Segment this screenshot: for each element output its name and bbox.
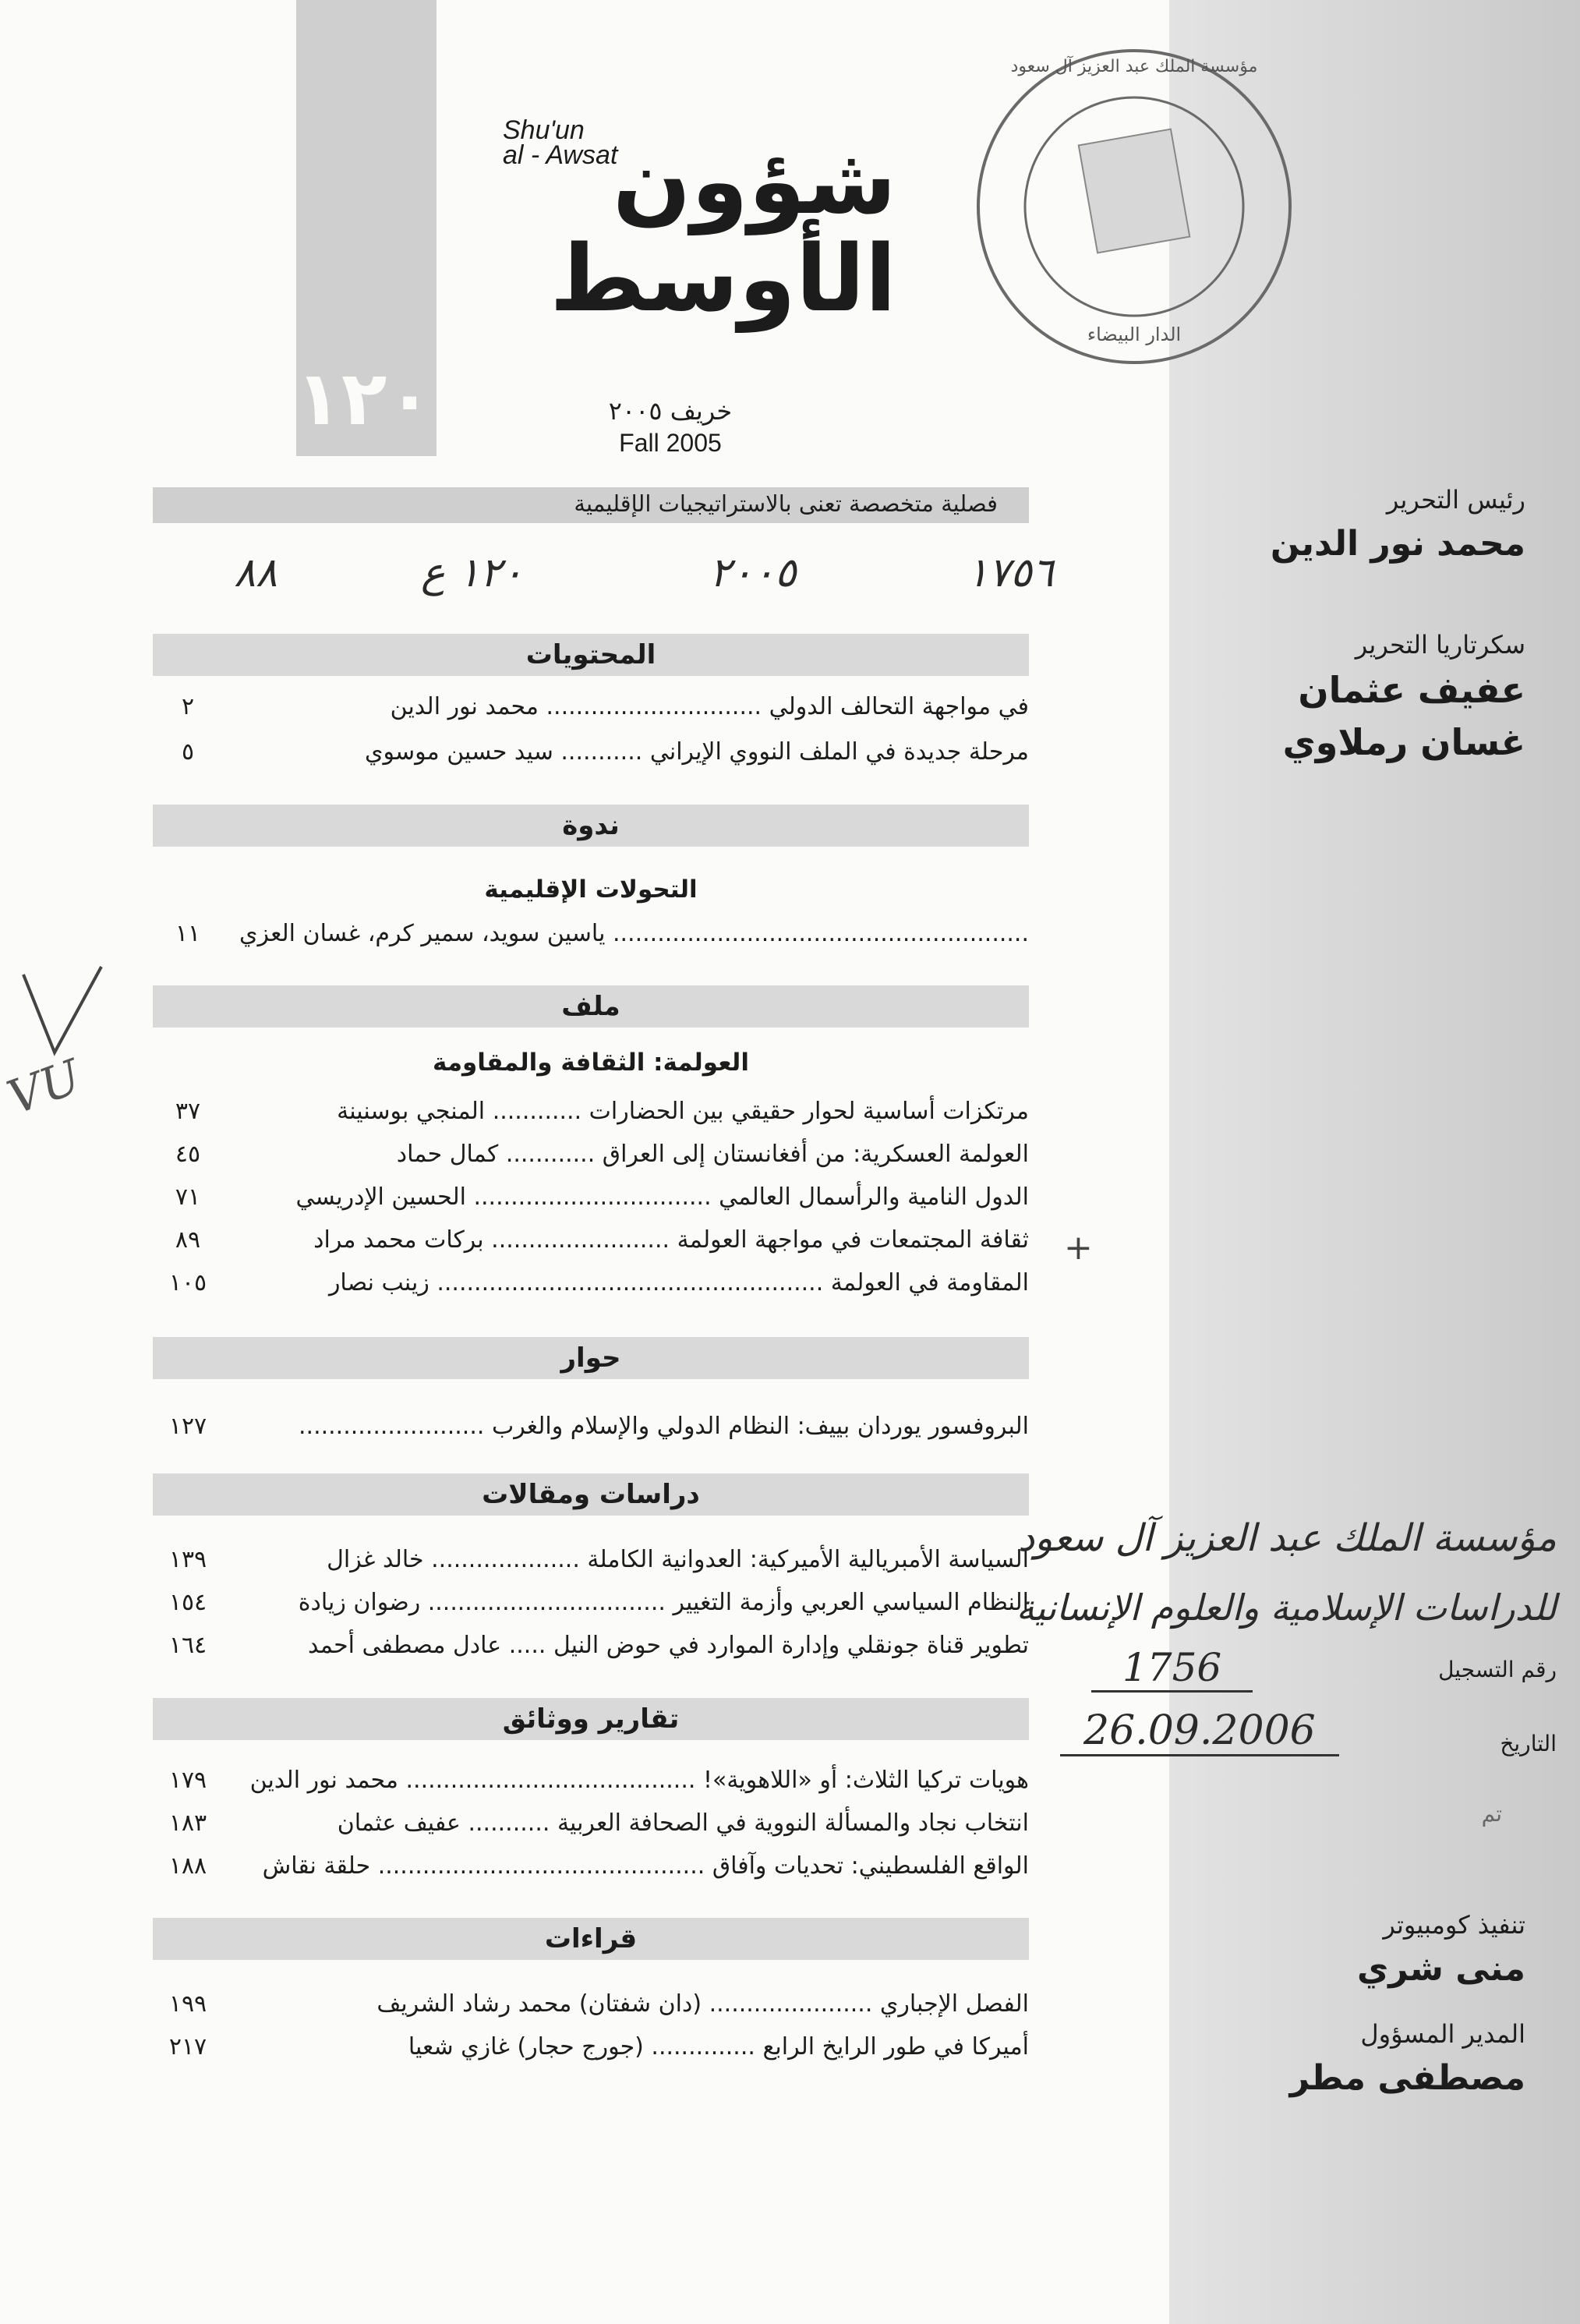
section-heading-readings: قراءات [153,1918,1029,1960]
toc-row[interactable] [153,1625,1029,1666]
section-subheading: التحولات الإقليمية [484,875,698,904]
toc-row[interactable] [153,732,1029,773]
toc-page: ٤٥ [175,1141,201,1168]
manager-label: المدير المسؤول [1360,2019,1525,2049]
issue-number: ١٢٠ [295,355,433,442]
toc-title: السياسة الأمبريالية الأميركية: العدوانية الكاملة .................... خالد غزال [327,1546,1029,1573]
pen-mark-icon [16,959,109,1068]
toc-page: ١١ [175,920,201,947]
toc-page: ١٩٩ [168,1990,207,2018]
toc-row[interactable] [153,1803,1029,1844]
secretariat-name-2: غسان رملاوي [1282,721,1525,763]
hand-note-1: ٨٨ [234,550,277,596]
tagline-bar [153,487,1029,523]
toc-title: انتخاب نجاد والمسألة النووية في الصحافة العربية ........... عفيف عثمان [337,1809,1029,1837]
section-heading-interview: حوار [153,1337,1029,1379]
editor-label: رئيس التحرير [1386,485,1525,515]
stamp-outer-text: مؤسسة الملك عبد العزيز آل سعود [1010,57,1258,76]
plus-mark-icon: + [1064,1228,1093,1268]
toc-page: ٥ [181,738,195,766]
reg-label: رقم التسجيل [1438,1657,1557,1682]
toc-row[interactable] [153,914,1029,954]
section-subheading: العولمة: الثقافة والمقاومة [433,1049,749,1077]
toc-title: البروفسور يوردان بييف: النظام الدولي والإسلام والغرب ......................... [299,1413,1029,1440]
toc-page: ٢ [181,693,195,720]
toc-title: ثقافة المجتمعات في مواجهة العولمة ........................ بركات محمد مراد [313,1226,1029,1254]
stamp-label: تم [1481,1801,1502,1827]
toc-page: ٢١٧ [168,2033,207,2060]
toc-title: أميركا في طور الرايخ الرابع .............. (جورج حجار) غازي شعيا [408,2033,1029,2060]
toc-row[interactable] [153,1177,1029,1218]
hand-note-2: ١٢٠ ع [421,550,524,596]
toc-row[interactable] [153,1984,1029,2025]
toc-row[interactable] [153,1091,1029,1132]
toc-title: مرتكزات أساسية لحوار حقيقي بين الحضارات ............ المنجي بوسنينة [337,1098,1029,1125]
computer-label: تنفيذ كومبيوتر [1383,1910,1525,1940]
toc-page: ١٧٩ [168,1767,207,1794]
section-heading-reports: تقارير ووثائق [153,1698,1029,1740]
toc-page: ١٠٥ [168,1269,207,1296]
date-value: 26.09.2006 [1060,1707,1339,1756]
library-stamp-line2: للدراسات الإسلامية والعلوم الإنسانية [1016,1586,1557,1629]
toc-page: ١٢٧ [168,1413,207,1440]
library-stamp-line1: مؤسسة الملك عبد العزيز آل سعود [1017,1516,1557,1560]
toc-title: تطوير قناة جونقلي وإدارة الموارد في حوض النيل ..... عادل مصطفى أحمد [308,1632,1029,1659]
hand-note-4: ١٧٥٦ [967,550,1054,596]
logo-title-en-2: al - Awsat [503,140,618,170]
toc-title: الواقع الفلسطيني: تحديات وآفاق ............................................ حلقة نقاش [262,1852,1029,1880]
season-en: Fall 2005 [619,429,722,457]
toc-page: ١٨٨ [168,1852,207,1880]
institution-stamp [970,43,1298,370]
toc-title: المقاومة في العولمة .................................................... زينب نصار [328,1269,1029,1296]
toc-row[interactable] [153,1540,1029,1580]
editor-name: محمد نور الدين [1270,524,1525,564]
stamp-ring-icon [970,43,1298,370]
toc-page: ٣٧ [175,1098,201,1125]
margin-mark: VU [0,1049,89,1126]
toc-page: ١٦٤ [168,1632,207,1659]
season-ar: خريف ٢٠٠٥ [608,396,733,426]
toc-title: مرحلة جديدة في الملف النووي الإيراني ........... سيد حسين موسوي [364,738,1029,766]
toc-title: هويات تركيا الثلاث: أو «اللاهوية»! ....................................... محمد نور الدين [249,1767,1029,1794]
toc-page: ٨٩ [175,1226,201,1254]
section-heading-contents: المحتويات [153,634,1029,676]
toc-title: الفصل الإجباري ...................... (دان شفتان) محمد رشاد الشريف [376,1990,1029,2018]
secretariat-name-1: عفيف عثمان [1298,669,1525,711]
toc-row[interactable] [153,1406,1029,1447]
toc-row[interactable] [153,2027,1029,2068]
section-heading-file: ملف [153,985,1029,1028]
toc-title: في مواجهة التحالف الدولي ............................. محمد نور الدين [390,693,1029,720]
toc-row[interactable] [153,1220,1029,1261]
logo-title-ar: شؤون الأوسط [550,127,896,332]
hand-note-3: ٢٠٠٥ [709,550,797,596]
toc-page: ١٣٩ [168,1546,207,1573]
toc-page: ١٨٣ [168,1809,207,1837]
toc-row[interactable] [153,1846,1029,1887]
toc-row[interactable] [153,1263,1029,1303]
toc-title: العولمة العسكرية: من أفغانستان إلى العراق ............ كمال حماد [396,1141,1029,1168]
secretariat-label: سكرتاريا التحرير [1355,630,1525,660]
tagline: فصلية متخصصة تعنى بالاستراتيجيات الإقليمية [574,490,998,517]
toc-page: ١٥٤ [168,1589,207,1616]
toc-row[interactable] [153,687,1029,727]
computer-name: منى شري [1356,1949,1525,1989]
toc-title: النظام السياسي العربي وأزمة التغيير ................................ رضوان زيادة [298,1589,1029,1616]
date-label: التاريخ [1500,1731,1557,1756]
toc-row[interactable] [153,1134,1029,1175]
toc-title: ........................................................ ياسين سويد، سمير كرم، غسان العزي [239,920,1029,947]
manager-name: مصطفى مطر [1289,2058,1525,2098]
stamp-bottom-text: الدار البيضاء [1087,324,1182,345]
section-heading-symposium: ندوة [153,805,1029,847]
logo-title-en-1: Shu'un [503,115,585,145]
toc-page: ٧١ [175,1183,201,1211]
section-heading-studies: دراسات ومقالات [153,1473,1029,1516]
toc-title: الدول النامية والرأسمال العالمي ................................ الحسين الإدريسي [295,1183,1029,1211]
reg-value: 1756 [1091,1645,1253,1693]
toc-row[interactable] [153,1760,1029,1801]
